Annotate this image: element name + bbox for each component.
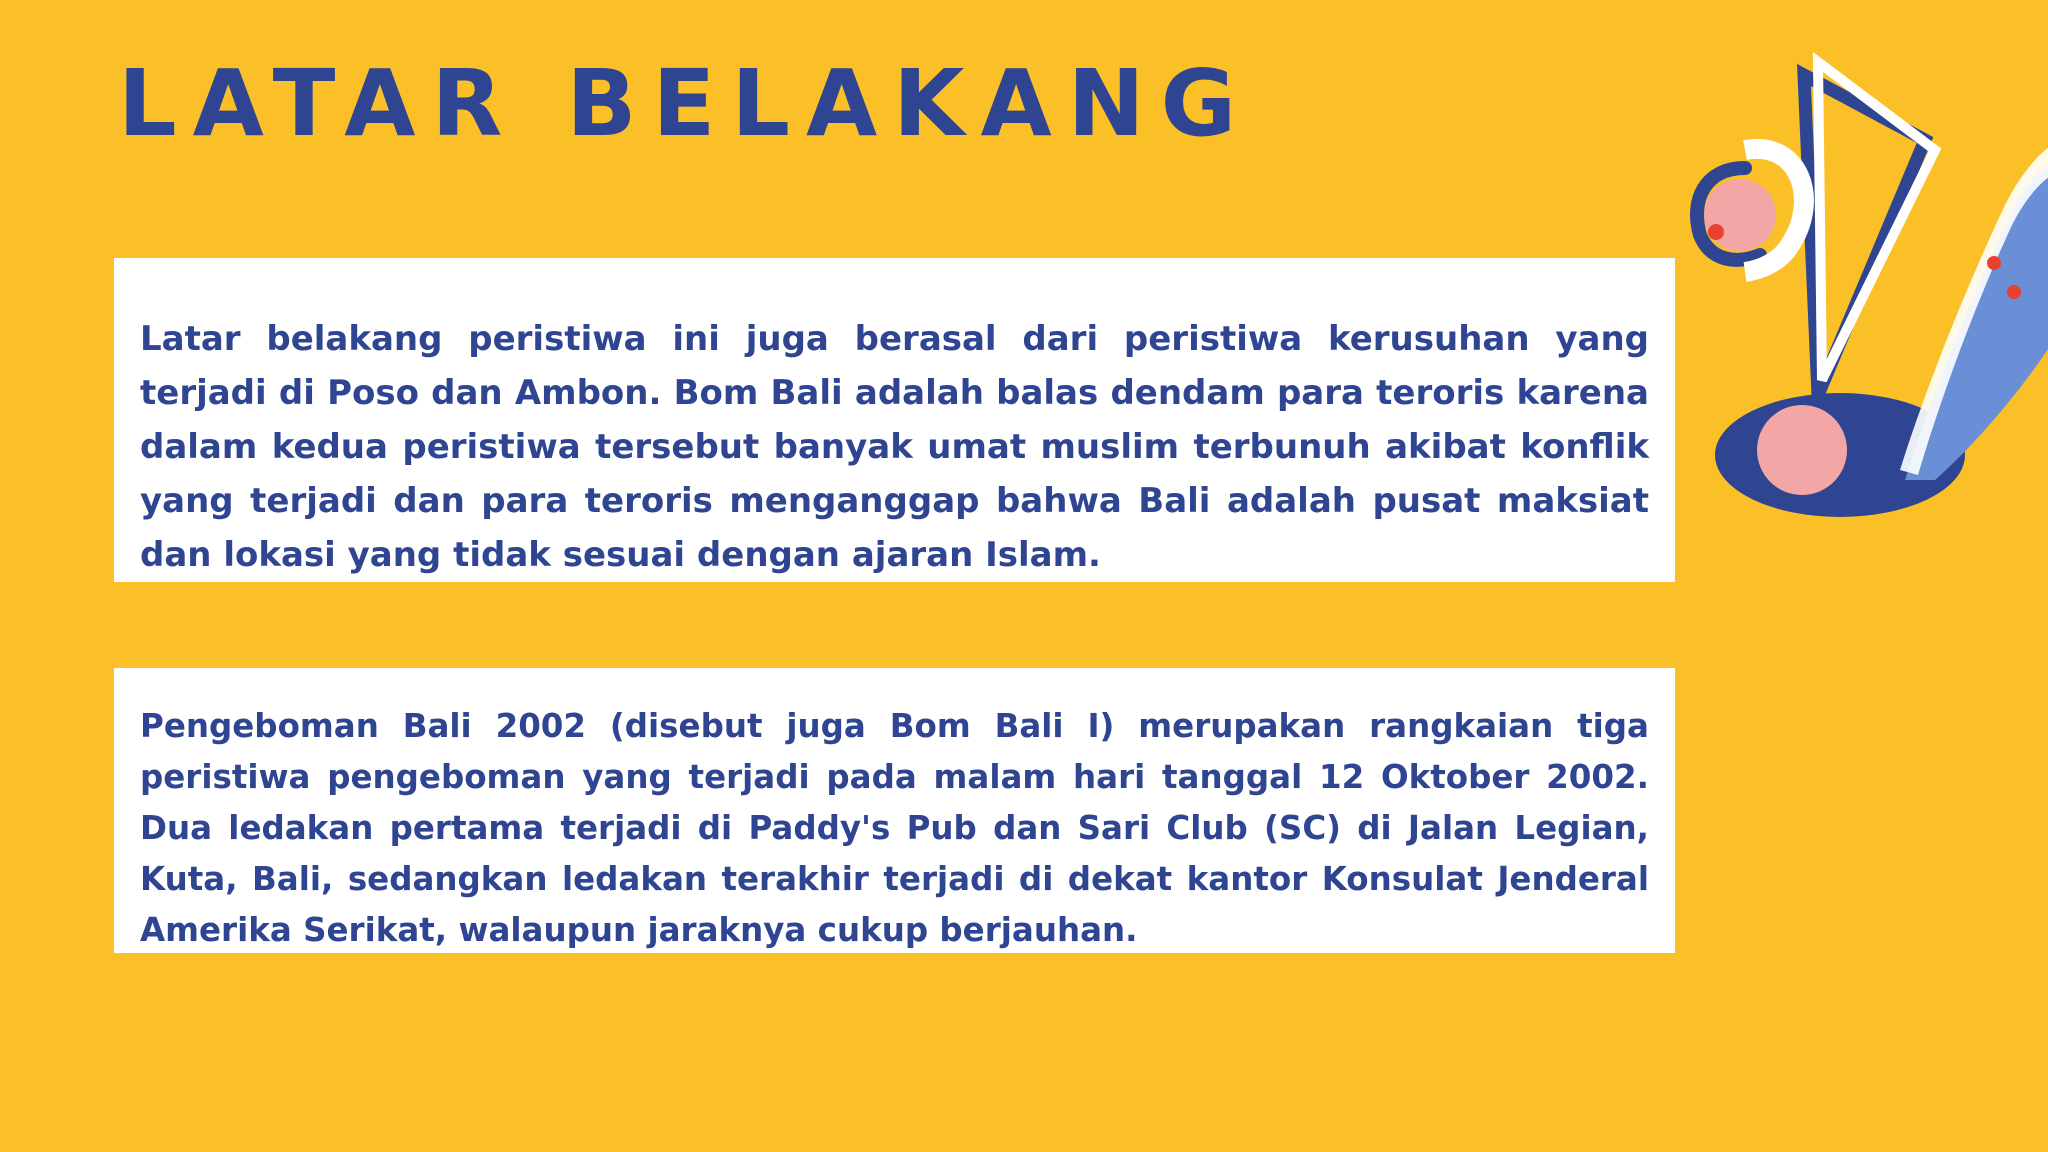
red-dot-2	[1987, 256, 2001, 270]
paragraph-background: Latar belakang peristiwa ini juga berasal dari peristiwa kerusuhan yang terjadi di Poso dan Ambon. Bom Bali adalah balas dendam para teroris karena dalam kedua peristiwa tersebut banyak umat muslim terbunuh akibat konflik yang terjadi dan para teroris menganggap bahwa Bali adalah pusat maksiat dan lokasi yang tidak sesuai dengan ajaran Islam.	[140, 319, 1649, 575]
paragraph-bali-bombing: Pengeboman Bali 2002 (disebut juga Bom Bali I) merupakan rangkaian tiga peristiwa pengeboman yang terjadi pada malam hari tanggal 12 Oktober 2002. Dua ledakan pertama terjadi di Paddy's Pub dan Sari Club (SC) di Jalan Legian, Kuta, Bali, sedangkan ledakan terakhir terjadi di dekat kantor Konsulat Jenderal Amerika Serikat, walaupun jaraknya cukup berjauhan.	[140, 707, 1649, 949]
red-dot-1	[1708, 224, 1724, 240]
red-dot-3	[2007, 285, 2021, 299]
pink-circle-lower	[1757, 405, 1847, 495]
white-triangle	[1818, 62, 1935, 380]
text-box-bali-bombing	[114, 668, 1675, 953]
text-box-background	[114, 258, 1675, 582]
slide-title: LATAR BELAKANG	[118, 50, 1253, 157]
pink-circle-upper	[1704, 179, 1776, 251]
abstract-decoration	[1660, 50, 2048, 530]
